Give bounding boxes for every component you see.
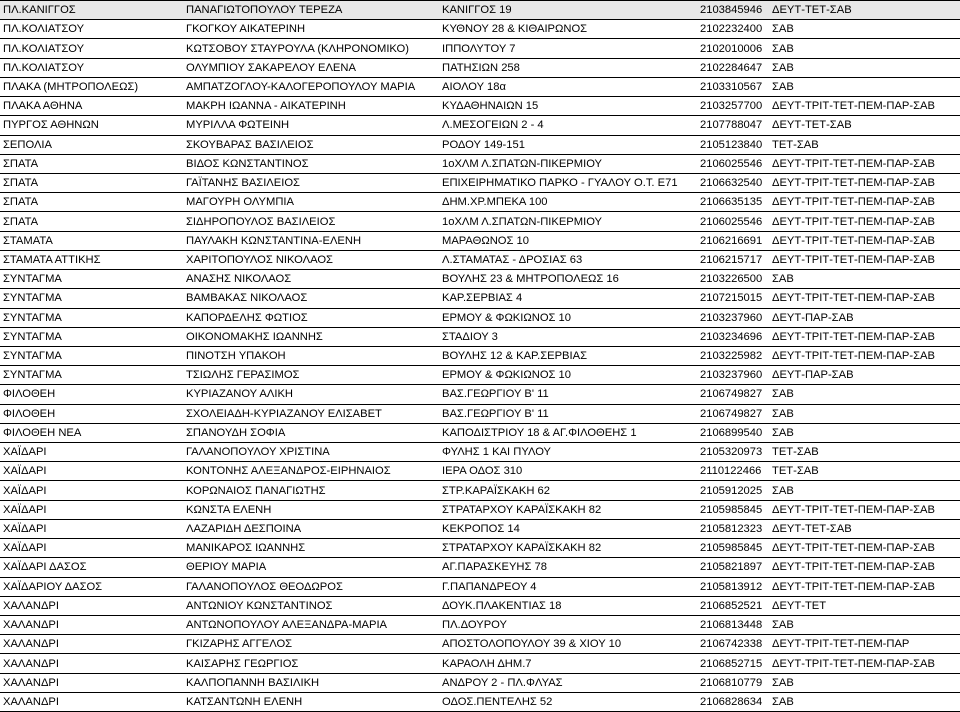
owner-cell: ΜΑΝΙΚΑΡΟΣ ΙΩΑΝΝΗΣ: [183, 539, 439, 558]
phone-cell: 2106749827: [697, 404, 769, 423]
address-cell: ΙΠΠΟΛΥΤΟΥ 7: [439, 39, 697, 58]
table-row: [0, 270, 960, 289]
days-cell: ΔΕΥΤ-ΤΡΙΤ-ΤΕΤ-ΠΕΜ-ΠΑΡ-ΣΑΒ: [769, 212, 960, 231]
owner-cell: ΓΑΛΑΝΟΠΟΥΛΟΥ ΧΡΙΣΤΙΝΑ: [183, 443, 439, 462]
address-cell: ΒΟΥΛΗΣ 23 & ΜΗΤΡΟΠΟΛΕΩΣ 16: [439, 270, 697, 289]
phone-cell: 2106025546: [697, 212, 769, 231]
phone-cell: 2103226500: [697, 270, 769, 289]
address-cell: ΕΡΜΟΥ & ΦΩΚΙΩΝΟΣ 10: [439, 308, 697, 327]
owner-cell: ΚΑΠΟΡΔΕΛΗΣ ΦΩΤΙΟΣ: [183, 308, 439, 327]
area-cell: ΣΥΝΤΑΓΜΑ: [0, 327, 183, 346]
owner-cell: ΠΙΝΟΤΣΗ ΥΠΑΚΟΗ: [183, 346, 439, 365]
area-cell: ΣΥΝΤΑΓΜΑ: [0, 366, 183, 385]
address-cell: ΔΗΜ.ΧΡ.ΜΠΕΚΑ 100: [439, 193, 697, 212]
days-cell: ΔΕΥΤ-ΤΡΙΤ-ΤΕΤ-ΠΕΜ-ΠΑΡ-ΣΑΒ: [769, 97, 960, 116]
days-cell: ΔΕΥΤ-ΤΡΙΤ-ΤΕΤ-ΠΕΜ-ΠΑΡ-ΣΑΒ: [769, 173, 960, 192]
address-cell: ΑΝΔΡΟΥ 2 - ΠΛ.ΦΛΥΑΣ: [439, 673, 697, 692]
owner-cell: ΑΝΤΩΝΙΟΥ ΚΩΝΣΤΑΝΤΙΝΟΣ: [183, 596, 439, 615]
table-row: [0, 519, 960, 538]
phone-cell: 2105123840: [697, 135, 769, 154]
owner-cell: ΧΑΡΙΤΟΠΟΥΛΟΣ ΝΙΚΟΛΑΟΣ: [183, 250, 439, 269]
table-row: [0, 596, 960, 615]
owner-cell: ΣΚΟΥΒΑΡΑΣ ΒΑΣΙΛΕΙΟΣ: [183, 135, 439, 154]
days-cell: ΔΕΥΤ-ΠΑΡ-ΣΑΒ: [769, 366, 960, 385]
owner-cell: ΚΩΤΣΟΒΟΥ ΣΤΑΥΡΟΥΛΑ (ΚΛΗΡΟΝΟΜΙΚΟ): [183, 39, 439, 58]
phone-cell: 2102284647: [697, 58, 769, 77]
phone-cell: 2106632540: [697, 173, 769, 192]
days-cell: ΔΕΥΤ-ΤΕΤ-ΣΑΒ: [769, 116, 960, 135]
phone-cell: 2106899540: [697, 423, 769, 442]
owner-cell: ΚΑΙΣΑΡΗΣ ΓΕΩΡΓΙΟΣ: [183, 654, 439, 673]
owner-cell: ΚΩΝΣΤΑ ΕΛΕΝΗ: [183, 500, 439, 519]
area-cell: ΣΠΑΤΑ: [0, 154, 183, 173]
table-row: [0, 327, 960, 346]
area-cell: ΣΥΝΤΑΓΜΑ: [0, 308, 183, 327]
days-cell: ΤΕΤ-ΣΑΒ: [769, 135, 960, 154]
address-cell: ΜΑΡΑΘΩΝΟΣ 10: [439, 231, 697, 250]
address-cell: ΚΕΚΡΟΠΟΣ 14: [439, 519, 697, 538]
address-cell: ΚΑΝΙΓΓΟΣ 19: [439, 1, 697, 20]
owner-cell: ΣΙΔΗΡΟΠΟΥΛΟΣ ΒΑΣΙΛΕΙΟΣ: [183, 212, 439, 231]
table-row: [0, 481, 960, 500]
days-cell: ΔΕΥΤ-ΤΡΙΤ-ΤΕΤ-ΠΕΜ-ΠΑΡ-ΣΑΒ: [769, 250, 960, 269]
area-cell: ΣΥΝΤΑΓΜΑ: [0, 346, 183, 365]
days-cell: ΤΕΤ-ΣΑΒ: [769, 462, 960, 481]
phone-cell: 2105985845: [697, 500, 769, 519]
phone-cell: 2105912025: [697, 481, 769, 500]
table-row: [0, 577, 960, 596]
address-cell: ΦΥΛΗΣ 1 ΚΑΙ ΠΥΛΟΥ: [439, 443, 697, 462]
phone-cell: 2106749827: [697, 385, 769, 404]
address-cell: ΠΛ.ΔΟΥΡΟΥ: [439, 616, 697, 635]
phone-cell: 2105821897: [697, 558, 769, 577]
table-row: [0, 462, 960, 481]
address-cell: ΟΔΟΣ.ΠΕΝΤΕΛΗΣ 52: [439, 692, 697, 711]
table-row: [0, 116, 960, 135]
address-cell: ΠΑΤΗΣΙΩΝ 258: [439, 58, 697, 77]
owner-cell: ΚΟΝΤΟΝΗΣ ΑΛΕΞΑΝΔΡΟΣ-ΕΙΡΗΝΑΙΟΣ: [183, 462, 439, 481]
days-cell: ΣΑΒ: [769, 423, 960, 442]
table-row: [0, 423, 960, 442]
area-cell: ΧΑΪΔΑΡΙ: [0, 539, 183, 558]
address-cell: ΕΠΙΧΕΙΡΗΜΑΤΙΚΟ ΠΑΡΚΟ - ΓΥΑΛΟΥ Ο.Τ. Ε71: [439, 173, 697, 192]
days-cell: ΔΕΥΤ-ΤΡΙΤ-ΤΕΤ-ΠΕΜ-ΠΑΡ-ΣΑΒ: [769, 346, 960, 365]
area-cell: ΧΑΪΔΑΡΙ: [0, 462, 183, 481]
owner-cell: ΟΛΥΜΠΙΟΥ ΣΑΚΑΡΕΛΟΥ ΕΛΕΝΑ: [183, 58, 439, 77]
address-cell: ΑΠΟΣΤΟΛΟΠΟΥΛΟΥ 39 & ΧΙΟΥ 10: [439, 635, 697, 654]
address-cell: ΚΥΘΝΟΥ 28 & ΚΙΘΑΙΡΩΝΟΣ: [439, 20, 697, 39]
address-cell: ΚΑΡ.ΣΕΡΒΙΑΣ 4: [439, 289, 697, 308]
table-row: [0, 135, 960, 154]
phone-cell: 2106025546: [697, 154, 769, 173]
days-cell: ΣΑΒ: [769, 481, 960, 500]
table-row: [0, 97, 960, 116]
table-row: [0, 173, 960, 192]
table-row: [0, 1, 960, 20]
owner-cell: ΣΧΟΛΕΙΑΔΗ-ΚΥΡΙΑΖΑΝΟΥ ΕΛΙΣΑΒΕΤ: [183, 404, 439, 423]
area-cell: ΣΤΑΜΑΤΑ: [0, 231, 183, 250]
address-cell: ΚΥΔΑΘΗΝΑΙΩΝ 15: [439, 97, 697, 116]
days-cell: ΣΑΒ: [769, 77, 960, 96]
table-row: [0, 154, 960, 173]
phone-cell: 2106216691: [697, 231, 769, 250]
days-cell: ΔΕΥΤ-ΤΡΙΤ-ΤΕΤ-ΠΕΜ-ΠΑΡ-ΣΑΒ: [769, 154, 960, 173]
days-cell: ΔΕΥΤ-ΤΕΤ-ΣΑΒ: [769, 519, 960, 538]
phone-cell: 2110122466: [697, 462, 769, 481]
owner-cell: ΚΥΡΙΑΖΑΝΟΥ ΑΛΙΚΗ: [183, 385, 439, 404]
days-cell: ΣΑΒ: [769, 673, 960, 692]
area-cell: ΠΛ.ΚΟΛΙΑΤΣΟΥ: [0, 39, 183, 58]
area-cell: ΠΛ.ΚΟΛΙΑΤΣΟΥ: [0, 58, 183, 77]
days-cell: ΔΕΥΤ-ΤΡΙΤ-ΤΕΤ-ΠΕΜ-ΠΑΡ-ΣΑΒ: [769, 193, 960, 212]
table-row: [0, 385, 960, 404]
owner-cell: ΑΜΠΑΤΖΟΓΛΟΥ-ΚΑΛΟΓΕΡΟΠΟΥΛΟΥ ΜΑΡΙΑ: [183, 77, 439, 96]
area-cell: ΣΥΝΤΑΓΜΑ: [0, 289, 183, 308]
address-cell: ΣΤΡΑΤΑΡΧΟΥ ΚΑΡΑΪΣΚΑΚΗ 82: [439, 539, 697, 558]
address-cell: ΣΤΡΑΤΑΡΧΟΥ ΚΑΡΑΪΣΚΑΚΗ 82: [439, 500, 697, 519]
table-row: [0, 289, 960, 308]
phone-cell: 2106813448: [697, 616, 769, 635]
days-cell: ΣΑΒ: [769, 20, 960, 39]
owner-cell: ΠΑΝΑΓΙΩΤΟΠΟΥΛΟΥ ΤΕΡΕΖΑ: [183, 1, 439, 20]
phone-cell: 2107788047: [697, 116, 769, 135]
days-cell: ΔΕΥΤ-ΤΡΙΤ-ΤΕΤ-ΠΕΜ-ΠΑΡ-ΣΑΒ: [769, 289, 960, 308]
days-cell: ΔΕΥΤ-ΤΡΙΤ-ΤΕΤ-ΠΕΜ-ΠΑΡ-ΣΑΒ: [769, 500, 960, 519]
area-cell: ΣΥΝΤΑΓΜΑ: [0, 270, 183, 289]
area-cell: ΧΑΪΔΑΡΙ: [0, 443, 183, 462]
days-cell: ΔΕΥΤ-ΠΑΡ-ΣΑΒ: [769, 308, 960, 327]
owner-cell: ΚΑΤΣΑΝΤΩΝΗ ΕΛΕΝΗ: [183, 692, 439, 711]
area-cell: ΧΑΪΔΑΡΙ: [0, 500, 183, 519]
table-row: [0, 635, 960, 654]
address-cell: ΙΕΡΑ ΟΔΟΣ 310: [439, 462, 697, 481]
owner-cell: ΜΑΚΡΗ ΙΩΑΝΝΑ - ΑΙΚΑΤΕΡΙΝΗ: [183, 97, 439, 116]
phone-cell: 2103310567: [697, 77, 769, 96]
table-row: [0, 654, 960, 673]
table-row: [0, 539, 960, 558]
area-cell: ΧΑΪΔΑΡΙ: [0, 519, 183, 538]
phone-cell: 2103257700: [697, 97, 769, 116]
area-cell: ΧΑΪΔΑΡΙΟΥ ΔΑΣΟΣ: [0, 577, 183, 596]
phone-cell: 2106215717: [697, 250, 769, 269]
table-row: [0, 77, 960, 96]
days-cell: ΣΑΒ: [769, 404, 960, 423]
address-cell: ΒΑΣ.ΓΕΩΡΓΙΟΥ Β' 11: [439, 385, 697, 404]
address-cell: Γ.ΠΑΠΑΝΔΡΕΟΥ 4: [439, 577, 697, 596]
table-row: [0, 250, 960, 269]
table-row: [0, 673, 960, 692]
address-cell: ΑΙΟΛΟΥ 18α: [439, 77, 697, 96]
phone-cell: 2105985845: [697, 539, 769, 558]
address-cell: ΡΟΔΟΥ 149-151: [439, 135, 697, 154]
days-cell: ΔΕΥΤ-ΤΡΙΤ-ΤΕΤ-ΠΕΜ-ΠΑΡ-ΣΑΒ: [769, 558, 960, 577]
phone-cell: 2106852521: [697, 596, 769, 615]
owner-cell: ΚΟΡΩΝΑΙΟΣ ΠΑΝΑΓΙΩΤΗΣ: [183, 481, 439, 500]
table-row: [0, 500, 960, 519]
days-cell: ΣΑΒ: [769, 616, 960, 635]
table-row: [0, 58, 960, 77]
table-row: [0, 193, 960, 212]
days-cell: ΔΕΥΤ-ΤΡΙΤ-ΤΕΤ-ΠΕΜ-ΠΑΡ-ΣΑΒ: [769, 327, 960, 346]
address-cell: ΕΡΜΟΥ & ΦΩΚΙΩΝΟΣ 10: [439, 366, 697, 385]
address-cell: ΑΓ.ΠΑΡΑΣΚΕΥΗΣ 78: [439, 558, 697, 577]
days-cell: ΔΕΥΤ-ΤΡΙΤ-ΤΕΤ-ΠΕΜ-ΠΑΡ: [769, 635, 960, 654]
area-cell: ΧΑΪΔΑΡΙ: [0, 481, 183, 500]
table-row: [0, 20, 960, 39]
owner-cell: ΟΙΚΟΝΟΜΑΚΗΣ ΙΩΑΝΝΗΣ: [183, 327, 439, 346]
area-cell: ΣΕΠΟΛΙΑ: [0, 135, 183, 154]
address-cell: Λ.ΜΕΣΟΓΕΙΩΝ 2 - 4: [439, 116, 697, 135]
area-cell: ΧΑΛΑΝΔΡΙ: [0, 654, 183, 673]
area-cell: ΣΤΑΜΑΤΑ ΑΤΤΙΚΗΣ: [0, 250, 183, 269]
table-row: [0, 558, 960, 577]
table-row: [0, 366, 960, 385]
days-cell: ΣΑΒ: [769, 692, 960, 711]
phone-cell: 2105813912: [697, 577, 769, 596]
days-cell: ΔΕΥΤ-ΤΡΙΤ-ΤΕΤ-ΠΕΜ-ΠΑΡ-ΣΑΒ: [769, 577, 960, 596]
phone-cell: 2103237960: [697, 366, 769, 385]
address-cell: ΔΟΥΚ.ΠΛΑΚΕΝΤΙΑΣ 18: [439, 596, 697, 615]
phone-cell: 2106742338: [697, 635, 769, 654]
days-cell: ΣΑΒ: [769, 39, 960, 58]
days-cell: ΔΕΥΤ-ΤΡΙΤ-ΤΕΤ-ΠΕΜ-ΠΑΡ-ΣΑΒ: [769, 539, 960, 558]
owner-cell: ΑΝΤΩΝΟΠΟΥΛΟΥ ΑΛΕΞΑΝΔΡΑ-ΜΑΡΙΑ: [183, 616, 439, 635]
area-cell: ΠΥΡΓΟΣ ΑΘΗΝΩΝ: [0, 116, 183, 135]
phone-cell: 2105320973: [697, 443, 769, 462]
owner-cell: ΓΑΪΤΑΝΗΣ ΒΑΣΙΛΕΙΟΣ: [183, 173, 439, 192]
owner-cell: ΚΑΛΠΟΠΑΝΝΗ ΒΑΣΙΛΙΚΗ: [183, 673, 439, 692]
table-row: [0, 39, 960, 58]
days-cell: ΣΑΒ: [769, 270, 960, 289]
table-row: [0, 404, 960, 423]
owner-cell: ΘΕΡΙΟΥ ΜΑΡΙΑ: [183, 558, 439, 577]
address-cell: 1οΧΛΜ Λ.ΣΠΑΤΩΝ-ΠΙΚΕΡΜΙΟΥ: [439, 212, 697, 231]
phone-cell: 2103225982: [697, 346, 769, 365]
owner-cell: ΤΣΙΩΛΗΣ ΓΕΡΑΣΙΜΟΣ: [183, 366, 439, 385]
owner-cell: ΓΚΟΓΚΟΥ ΑΙΚΑΤΕΡΙΝΗ: [183, 20, 439, 39]
phone-cell: 2103237960: [697, 308, 769, 327]
area-cell: ΧΑΪΔΑΡΙ ΔΑΣΟΣ: [0, 558, 183, 577]
table-row: [0, 308, 960, 327]
days-cell: ΔΕΥΤ-ΤΡΙΤ-ΤΕΤ-ΠΕΜ-ΠΑΡ-ΣΑΒ: [769, 231, 960, 250]
table-row: [0, 346, 960, 365]
address-cell: ΒΟΥΛΗΣ 12 & ΚΑΡ.ΣΕΡΒΙΑΣ: [439, 346, 697, 365]
owner-cell: ΛΑΖΑΡΙΔΗ ΔΕΣΠΟΙΝΑ: [183, 519, 439, 538]
phone-cell: 2103234696: [697, 327, 769, 346]
phone-cell: 2102232400: [697, 20, 769, 39]
area-cell: ΠΛ.ΚΑΝΙΓΓΟΣ: [0, 1, 183, 20]
area-cell: ΣΠΑΤΑ: [0, 193, 183, 212]
days-cell: ΔΕΥΤ-ΤΡΙΤ-ΤΕΤ-ΠΕΜ-ΠΑΡ-ΣΑΒ: [769, 654, 960, 673]
area-cell: ΠΛΑΚΑ (ΜΗΤΡΟΠΟΛΕΩΣ): [0, 77, 183, 96]
area-cell: ΦΙΛΟΘΕΗ: [0, 385, 183, 404]
table-row: [0, 692, 960, 711]
phone-cell: 2106810779: [697, 673, 769, 692]
days-cell: ΤΕΤ-ΣΑΒ: [769, 443, 960, 462]
address-cell: ΚΑΡΑΟΛΗ ΔΗΜ.7: [439, 654, 697, 673]
owner-cell: ΓΑΛΑΝΟΠΟΥΛΟΣ ΘΕΟΔΩΡΟΣ: [183, 577, 439, 596]
table-row: [0, 443, 960, 462]
phone-cell: 2103845946: [697, 1, 769, 20]
table-body: [0, 1, 960, 712]
area-cell: ΧΑΛΑΝΔΡΙ: [0, 596, 183, 615]
area-cell: ΣΠΑΤΑ: [0, 173, 183, 192]
phone-cell: 2106828634: [697, 692, 769, 711]
owner-cell: ΜΥΡΙΛΛΑ ΦΩΤΕΙΝΗ: [183, 116, 439, 135]
owner-cell: ΓΚΙΖΑΡΗΣ ΑΓΓΕΛΟΣ: [183, 635, 439, 654]
area-cell: ΧΑΛΑΝΔΡΙ: [0, 616, 183, 635]
owner-cell: ΒΑΜΒΑΚΑΣ ΝΙΚΟΛΑΟΣ: [183, 289, 439, 308]
days-cell: ΔΕΥΤ-ΤΕΤ-ΣΑΒ: [769, 1, 960, 20]
phone-cell: 2107215015: [697, 289, 769, 308]
owner-cell: ΣΠΑΝΟΥΔΗ ΣΟΦΙΑ: [183, 423, 439, 442]
area-cell: ΧΑΛΑΝΔΡΙ: [0, 673, 183, 692]
area-cell: ΧΑΛΑΝΔΡΙ: [0, 692, 183, 711]
phone-cell: 2105812323: [697, 519, 769, 538]
phone-cell: 2102010006: [697, 39, 769, 58]
phone-cell: 2106852715: [697, 654, 769, 673]
owner-cell: ΜΑΓΟΥΡΗ ΟΛΥΜΠΙΑ: [183, 193, 439, 212]
area-cell: ΠΛΑΚΑ ΑΘΗΝΑ: [0, 97, 183, 116]
area-cell: ΦΙΛΟΘΕΗ: [0, 404, 183, 423]
area-cell: ΧΑΛΑΝΔΡΙ: [0, 635, 183, 654]
address-cell: ΣΤΡ.ΚΑΡΑΪΣΚΑΚΗ 62: [439, 481, 697, 500]
owner-cell: ΠΑΥΛΑΚΗ ΚΩΝΣΤΑΝΤΙΝΑ-ΕΛΕΝΗ: [183, 231, 439, 250]
address-cell: ΣΤΑΔΙΟΥ 3: [439, 327, 697, 346]
address-cell: 1οΧΛΜ Λ.ΣΠΑΤΩΝ-ΠΙΚΕΡΜΙΟΥ: [439, 154, 697, 173]
phone-cell: 2106635135: [697, 193, 769, 212]
area-cell: ΠΛ.ΚΟΛΙΑΤΣΟΥ: [0, 20, 183, 39]
address-cell: ΒΑΣ.ΓΕΩΡΓΙΟΥ Β' 11: [439, 404, 697, 423]
address-cell: ΚΑΠΟΔΙΣΤΡΙΟΥ 18 & ΑΓ.ΦΙΛΟΘΕΗΣ 1: [439, 423, 697, 442]
days-cell: ΣΑΒ: [769, 385, 960, 404]
owner-cell: ΑΝΑΣΗΣ ΝΙΚΟΛΑΟΣ: [183, 270, 439, 289]
table-row: [0, 616, 960, 635]
area-cell: ΦΙΛΟΘΕΗ ΝΕΑ: [0, 423, 183, 442]
days-cell: ΣΑΒ: [769, 58, 960, 77]
owner-cell: ΒΙΔΟΣ ΚΩΝΣΤΑΝΤΙΝΟΣ: [183, 154, 439, 173]
days-cell: ΔΕΥΤ-ΤΕΤ: [769, 596, 960, 615]
address-cell: Λ.ΣΤΑΜΑΤΑΣ - ΔΡΟΣΙΑΣ 63: [439, 250, 697, 269]
table-row: [0, 231, 960, 250]
table-row: [0, 212, 960, 231]
area-cell: ΣΠΑΤΑ: [0, 212, 183, 231]
